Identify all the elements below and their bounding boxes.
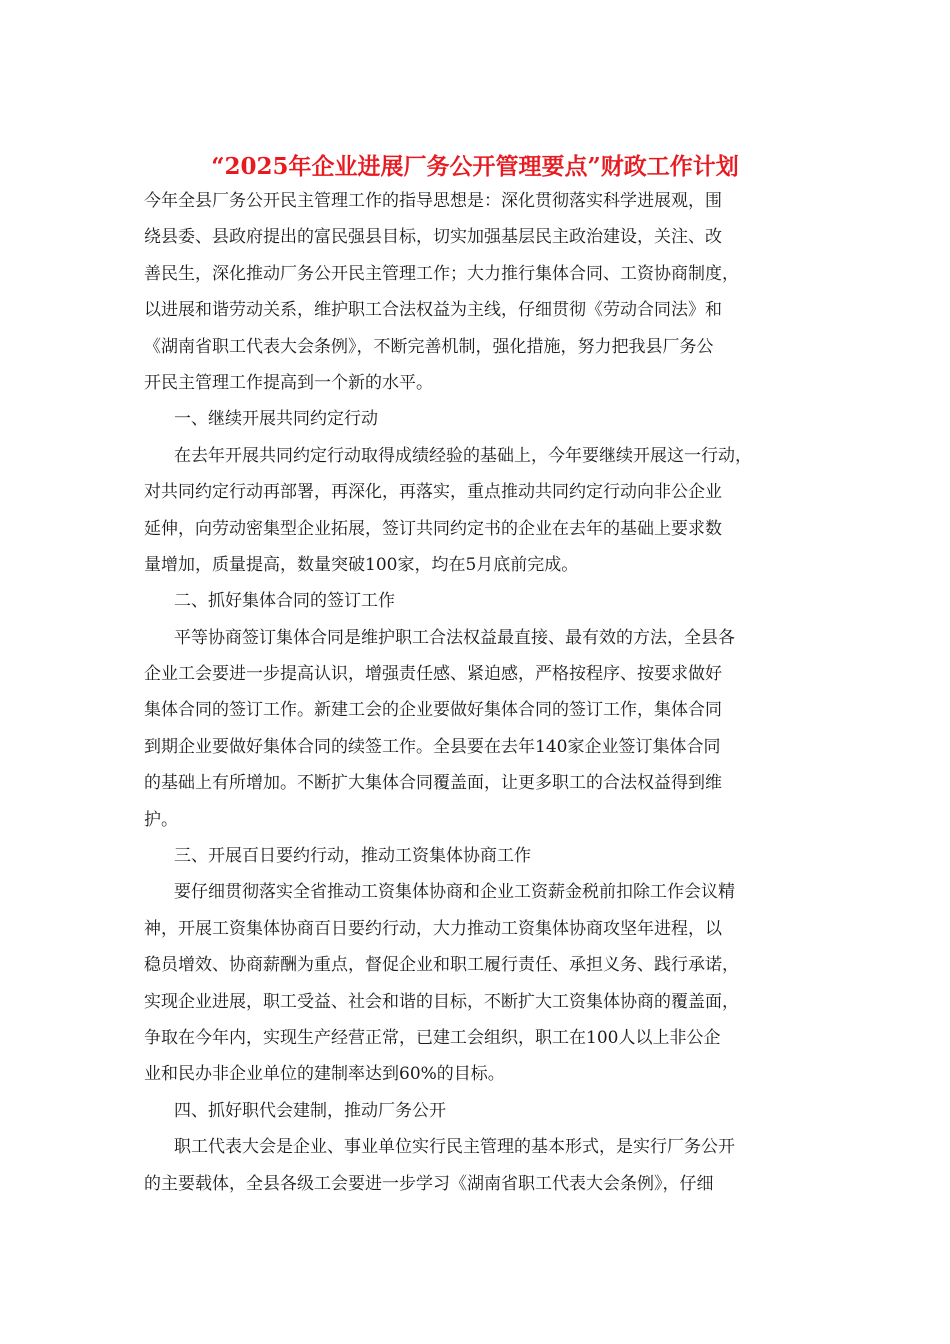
document-body	[144, 183, 834, 1202]
text-line: 企业工会要进一步提高认识，增强责任感、紧迫感，严格按程序、按要求做好	[144, 664, 722, 685]
text-line: 以进展和谐劳动关系，维护职工合法权益为主线，仔细贯彻《劳动合同法》和	[144, 300, 722, 321]
text-line: 到期企业要做好集体合同的续签工作。全县要在去年140家企业签订集体合同	[144, 736, 721, 757]
text-line: 对共同约定行动再部署，再深化，再落实，重点推动共同约定行动向非公企业	[144, 482, 722, 503]
text-line: 《湖南省职工代表大会条例》，不断完善机制，强化措施，努力把我县厂务公	[144, 336, 714, 357]
document-title: “2025年企业进展厂务公开管理要点”财政工作计划	[211, 153, 739, 180]
text-line: 量增加，质量提高，数量突破100家，均在5月底前完成。	[144, 554, 579, 575]
text-line: 护。	[144, 809, 178, 830]
text-line: 开民主管理工作提高到一个新的水平。	[144, 372, 433, 393]
text-line: 平等协商签订集体合同是维护职工合法权益最直接、最有效的方法，全县各	[174, 627, 735, 648]
text-line: 在去年开展共同约定行动取得成绩经验的基础上，今年要继续开展这一行动，	[174, 445, 752, 466]
text-line: 二、抓好集体合同的签订工作	[174, 591, 395, 612]
text-line: 集体合同的签订工作。新建工会的企业要做好集体合同的签订工作，集体合同	[144, 700, 722, 721]
text-line: 的主要载体，全县各级工会要进一步学习《湖南省职工代表大会条例》，仔细	[144, 1173, 714, 1194]
text-line: 争取在今年内，实现生产经营正常，已建工会组织，职工在100人以上非公企	[144, 1027, 721, 1048]
text-line: 善民生，深化推动厂务公开民主管理工作；大力推行集体合同、工资协商制度，	[144, 263, 739, 284]
text-line: 的基础上有所增加。不断扩大集体合同覆盖面，让更多职工的合法权益得到维	[144, 773, 722, 794]
text-line: 业和民办非企业单位的建制率达到60%的目标。	[144, 1064, 505, 1085]
text-line: 实现企业进展，职工受益、社会和谐的目标，不断扩大工资集体协商的覆盖面，	[144, 991, 739, 1012]
text-line: 神，开展工资集体协商百日要约行动，大力推动工资集体协商攻坚年进程，以	[144, 918, 722, 939]
text-line: 绕县委、县政府提出的富民强县目标，切实加强基层民主政治建设，关注、改	[144, 227, 722, 248]
text-line: 三、开展百日要约行动，推动工资集体协商工作	[174, 846, 531, 867]
text-line: 今年全县厂务公开民主管理工作的指导思想是：深化贯彻落实科学进展观，围	[144, 191, 722, 211]
text-line: 延伸，向劳动密集型企业拓展，签订共同约定书的企业在去年的基础上要求数	[144, 518, 722, 539]
text-line: 四、抓好职代会建制，推动厂务公开	[174, 1100, 446, 1121]
text-line: 职工代表大会是企业、事业单位实行民主管理的基本形式，是实行厂务公开	[174, 1137, 735, 1158]
text-line: 要仔细贯彻落实全省推动工资集体协商和企业工资薪金税前扣除工作会议精	[174, 882, 735, 903]
text-line: 稳员增效、协商薪酬为重点，督促企业和职工履行责任、承担义务、践行承诺，	[144, 955, 739, 976]
text-line: 一、继续开展共同约定行动	[174, 409, 378, 430]
